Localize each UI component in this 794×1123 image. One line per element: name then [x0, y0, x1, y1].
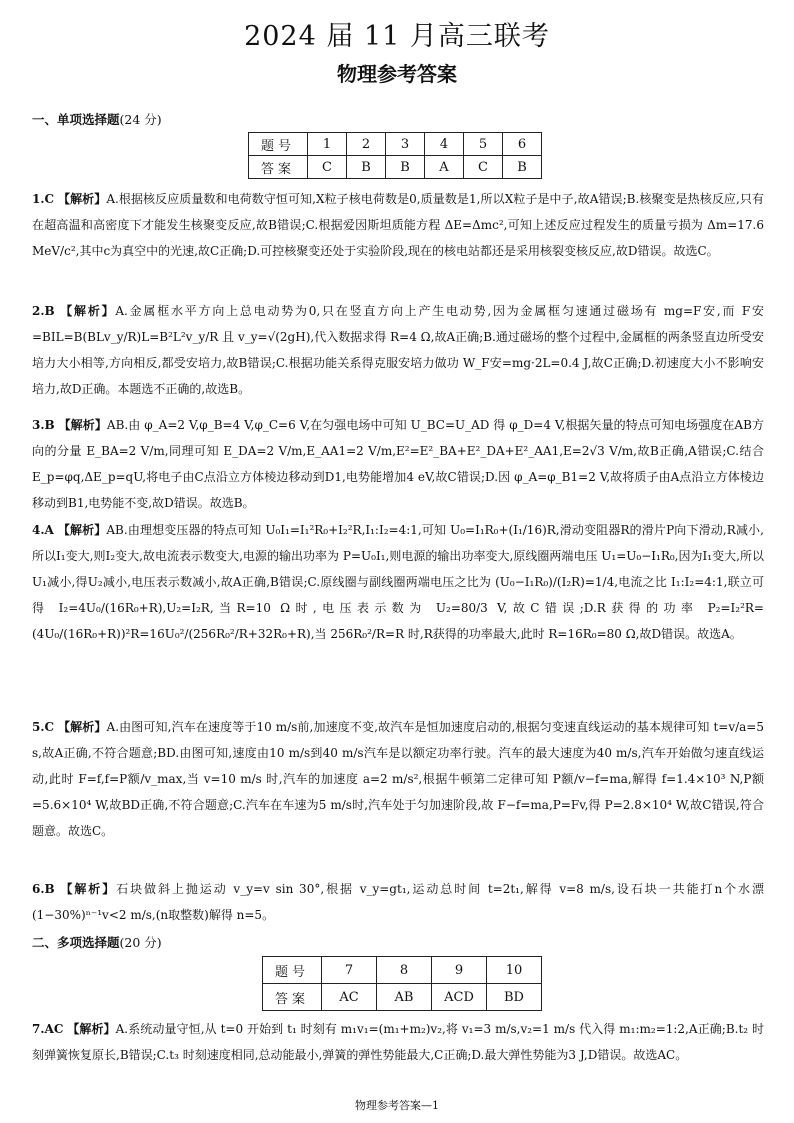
question-number: 3.B — [32, 418, 55, 432]
analysis-tag: 【解析】 — [67, 1022, 116, 1036]
table-row — [249, 133, 542, 156]
question-2-explanation — [32, 298, 764, 402]
question-4-explanation — [32, 517, 764, 647]
page-footer: 物理参考答案—1 — [355, 1099, 439, 1112]
table-header-label: 题号 — [263, 957, 322, 984]
section-single-choice-heading — [32, 110, 162, 128]
section-multi-choice-points: (20 分) — [119, 935, 162, 950]
section-single-choice-title: 一、单项选择题 — [32, 112, 120, 127]
table-cell: 8 — [377, 957, 432, 984]
multi-choice-answer-table — [262, 956, 542, 1011]
explanation-text: A.由图可知,汽车在速度等于10 m/s前,加速度不变,故汽车是恒加速度启动的,根据匀变速直线运动的基本规律可知 t=v/a=5 s,故A正确,不符合题意;BD.由图可知,速度由10 m/s到40 m/s汽车是以额定功率行驶。汽车的最大速度为40 m/s,汽车开始做匀速直线运动,此时 F=f,f=P额/v_max,当 v=10 m/s 时,汽车的加速度 a=2 m/s²,根据牛顿第二定律可知 P额/v−f=ma,解得 f=1.4×10³ N,P额=5.6×10⁴ W,故BD正确,不符合题意;C.汽车在车速为5 m/s时,汽车处于匀加速阶段,故 F−f=ma,P=Fv,得 P=2.8×10⁴ W,故C错误,符合题意。故选C。 — [32, 720, 764, 838]
explanation-text: A.系统动量守恒,从 t=0 开始到 t₁ 时刻有 m₁v₁=(m₁+m₂)v₂,将 v₁=3 m/s,v₂=1 m/s 代入得 m₁:m₂=1:2,A正确;B.t₂ 时刻弹簧恢复原长,B错误;C.t₃ 时刻速度相同,总动能最小,弹簧的弹性势能最大,C正确;D.最大弹性势能为3 J,D错误。故选AC。 — [32, 1022, 764, 1062]
question-6-explanation — [32, 876, 764, 928]
analysis-tag: 【解析】 — [58, 418, 107, 432]
analysis-tag: 【解析】 — [60, 882, 117, 896]
table-answer-label: 答案 — [249, 156, 308, 179]
question-number: 2.B — [32, 304, 55, 318]
table-cell: A — [425, 156, 464, 179]
analysis-tag: 【解析】 — [57, 192, 107, 206]
table-cell: AC — [322, 984, 377, 1011]
table-row — [263, 984, 542, 1011]
question-number: 5.C — [32, 720, 55, 734]
table-cell: B — [347, 156, 386, 179]
table-cell: AB — [377, 984, 432, 1011]
question-number: 1.C — [32, 192, 55, 206]
explanation-text: A.根据核反应质量数和电荷数守恒可知,X粒子核电荷数是0,质量数是1,所以X粒子是中子,故A错误;B.核聚变是热核反应,只有在超高温和高密度下才能发生核聚变反应,故B错误;C.根据爱因斯坦质能方程 ΔE=Δmc²,可知上述反应过程发生的质量亏损为 Δm=17.6 MeV/c²,其中c为真空中的光速,故C正确;D.可控核聚变还处于实验阶段,现在的核电站都还是采用核裂变核反应,故D错误。故选C。 — [32, 192, 764, 258]
question-5-explanation — [32, 714, 764, 844]
section-single-choice-points: (24 分) — [119, 112, 162, 127]
table-cell: 10 — [487, 957, 542, 984]
table-cell: 5 — [464, 133, 503, 156]
table-cell: 1 — [308, 133, 347, 156]
table-cell: 6 — [503, 133, 542, 156]
question-number: 7.AC — [32, 1022, 64, 1036]
explanation-text: AB.由理想变压器的特点可知 U₀I₁=I₁²R₀+I₂²R,I₁:I₂=4:1,可知 U₀=I₁R₀+(I₁/16)R,滑动变阻器R的滑片P向下滑动,R减小,所以I₁变大,则I₂变大,故电流表示数变大,电源的输出功率为 P=U₀I₁,则电源的输出功率变大,原线圈两端电压 U₁=U₀−I₁R₀,因为I₁变大,所以U₁减小,得U₂减小,电压表示数减小,故A正确,B错误;C.原线圈与副线圈两端电压之比为 (U₀−I₁R₀)/(I₂R)=1/4,电流之比 I₁:I₂=4:1,联立可得 I₂=4U₀/(16R₀+R),U₂=I₂R,当R=10 Ω时,电压表示数为 U₂=80/3 V,故C错误;D.R获得的功率 P₂=I₂²R=(4U₀/(16R₀+R))²R=16U₀²/(256R₀²/R+32R₀+R),当 256R₀²/R=R 时,R获得的功率最大,此时 R=16R₀=80 Ω,故D错误。故选A。 — [32, 523, 764, 641]
question-3-explanation — [32, 412, 764, 516]
page-title: 2024 届 11 月高三联考 — [244, 21, 550, 52]
question-7-explanation — [32, 1016, 764, 1068]
table-cell: ACD — [432, 984, 487, 1011]
section-multi-choice-title: 二、多项选择题 — [32, 935, 120, 950]
table-cell: BD — [487, 984, 542, 1011]
question-number: 4.A — [32, 523, 54, 537]
table-answer-label: 答案 — [263, 984, 322, 1011]
table-cell: 2 — [347, 133, 386, 156]
table-cell: 4 — [425, 133, 464, 156]
explanation-text: AB.由 φ_A=2 V,φ_B=4 V,φ_C=6 V,在匀强电场中可知 U_BC=U_AD 得 φ_D=4 V,根据矢量的特点可知电场强度在AB方向的分量 E_BA=2 V/m,同理可知 E_DA=2 V/m,E_AA1=2 V/m,E²=E²_BA+E²_DA+E²_AA1,E=2√3 V/m,故B正确,A错误;C.结合 E_p=φq,ΔE_p=qU,将电子由C点沿立方体棱边移动到D1,电势能增加4 eV,故C错误;D.因 φ_A=φ_B1=2 V,故将质子由A点沿立方体棱边移动到B1,电势能不变,故D错误。故选B。 — [32, 418, 764, 510]
table-cell: C — [464, 156, 503, 179]
table-cell: C — [308, 156, 347, 179]
page-subtitle: 物理参考答案 — [337, 62, 457, 86]
single-choice-answer-table — [248, 132, 542, 179]
table-cell: B — [503, 156, 542, 179]
table-row — [249, 156, 542, 179]
explanation-text: A.金属框水平方向上总电动势为0,只在竖直方向上产生电动势,因为金属框匀速通过磁场有 mg=F安,而 F安=BIL=B(BLv_y/R)L=B²L²v_y/R 且 v_y=√(2gH),代入数据求得 R=4 Ω,故A正确;B.通过磁场的整个过程中,金属框的两条竖直边所受安培力大小相等,方向相反,都受安培力,故B错误;C.根据功能关系得克服安培力做功 W_F安=mg·2L=0.4 J,故C正确;D.初速度大小不影响安培力,故D正确。本题选不正确的,故选B。 — [32, 304, 764, 396]
table-row — [263, 957, 542, 984]
table-cell: 9 — [432, 957, 487, 984]
table-header-label: 题号 — [249, 133, 308, 156]
table-cell: 7 — [322, 957, 377, 984]
table-cell: 3 — [386, 133, 425, 156]
explanation-text: 石块做斜上抛运动 v_y=v sin 30°,根据 v_y=gt₁,运动总时间 t=2t₁,解得 v=8 m/s,设石块一共能打n个水漂(1−30%)ⁿ⁻¹v<2 m/s,(n取整数)解得 n=5。 — [32, 882, 764, 922]
analysis-tag: 【解析】 — [57, 523, 107, 537]
analysis-tag: 【解析】 — [60, 304, 116, 318]
question-number: 6.B — [32, 882, 55, 896]
question-1-explanation — [32, 186, 764, 264]
analysis-tag: 【解析】 — [58, 720, 107, 734]
section-multi-choice-heading — [32, 933, 162, 951]
table-cell: B — [386, 156, 425, 179]
